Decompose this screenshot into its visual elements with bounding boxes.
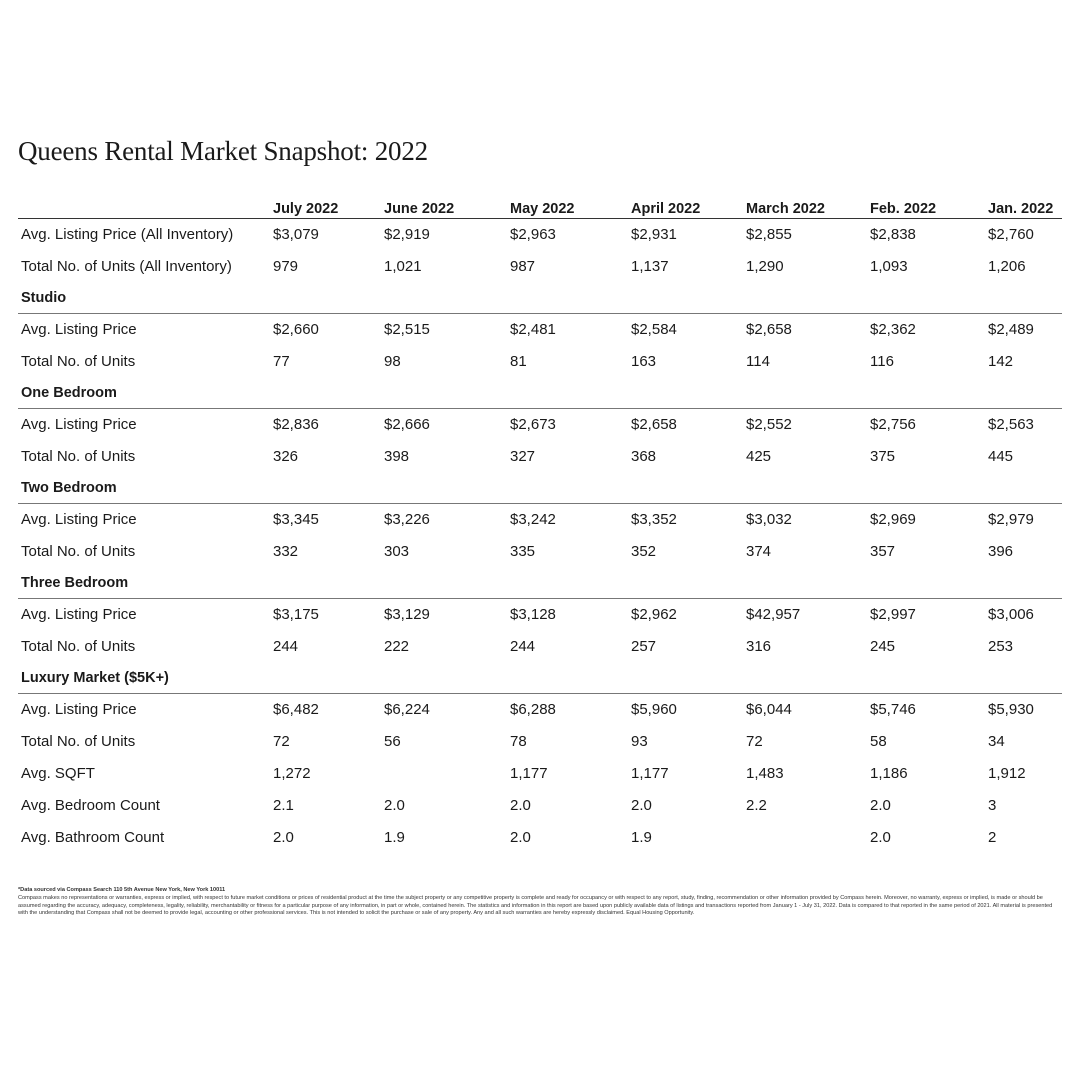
row-label: Avg. Listing Price <box>21 511 137 528</box>
value-cell: 2.2 <box>746 797 767 814</box>
value-cell: 81 <box>510 353 527 370</box>
data-row <box>18 504 1062 536</box>
table-header-row <box>18 190 1062 219</box>
value-cell: 1,177 <box>510 765 548 782</box>
row-label: Total No. of Units <box>21 543 136 560</box>
value-cell: 1,021 <box>384 258 422 275</box>
row-label: Avg. Listing Price <box>21 416 137 433</box>
data-row <box>18 758 1062 790</box>
row-label: Avg. Bedroom Count <box>21 797 160 814</box>
value-cell: $2,658 <box>746 321 792 338</box>
value-cell: $5,746 <box>870 701 916 718</box>
value-cell: $2,666 <box>384 416 430 433</box>
value-cell: 357 <box>870 543 896 560</box>
value-cell: $5,960 <box>631 701 677 718</box>
row-label: Total No. of Units <box>21 733 136 750</box>
data-source-note: *Data sourced via Compass Search 110 5th Avenue New York, New York 10011 <box>18 887 226 893</box>
value-cell: 2.0 <box>510 797 531 814</box>
column-header-july-2022: July 2022 <box>273 201 339 217</box>
value-cell: $2,997 <box>870 606 916 623</box>
value-cell: $3,345 <box>273 511 319 528</box>
row-label: Avg. SQFT <box>21 765 95 782</box>
value-cell: $2,838 <box>870 226 916 243</box>
column-header-june-2022: June 2022 <box>384 201 455 217</box>
value-cell: 93 <box>631 733 648 750</box>
value-cell: 163 <box>631 353 657 370</box>
value-cell: $2,481 <box>510 321 556 338</box>
value-cell: $2,855 <box>746 226 792 243</box>
value-cell: $6,288 <box>510 701 556 718</box>
data-row <box>18 536 1062 568</box>
value-cell: $3,242 <box>510 511 556 528</box>
row-label: Avg. Listing Price <box>21 701 137 718</box>
section-header <box>18 663 1062 694</box>
value-cell: $2,362 <box>870 321 916 338</box>
value-cell: 1,912 <box>988 765 1026 782</box>
data-row <box>18 346 1062 378</box>
value-cell: $42,957 <box>746 606 801 623</box>
value-cell: 987 <box>510 258 536 275</box>
value-cell: 78 <box>510 733 527 750</box>
value-cell: $2,979 <box>988 511 1034 528</box>
value-cell: 2.0 <box>870 797 891 814</box>
value-cell: $2,489 <box>988 321 1034 338</box>
value-cell: 2.0 <box>631 797 652 814</box>
value-cell: 98 <box>384 353 401 370</box>
value-cell: 1,290 <box>746 258 784 275</box>
value-cell: 316 <box>746 638 772 655</box>
footer-disclaimer <box>18 887 1062 918</box>
row-label: Avg. Listing Price <box>21 321 137 338</box>
value-cell: 3 <box>988 797 997 814</box>
value-cell: $2,673 <box>510 416 556 433</box>
section-title: Studio <box>21 290 67 306</box>
value-cell: 335 <box>510 543 536 560</box>
value-cell: $3,032 <box>746 511 792 528</box>
section-title: Three Bedroom <box>21 575 129 591</box>
value-cell: 445 <box>988 448 1014 465</box>
value-cell: $3,079 <box>273 226 319 243</box>
row-label: Total No. of Units <box>21 353 136 370</box>
value-cell: $2,760 <box>988 226 1034 243</box>
value-cell: 58 <box>870 733 887 750</box>
row-label: Avg. Bathroom Count <box>21 829 165 846</box>
value-cell: 1,272 <box>273 765 311 782</box>
value-cell: 72 <box>746 733 763 750</box>
value-cell: $3,352 <box>631 511 677 528</box>
value-cell: 425 <box>746 448 772 465</box>
value-cell: 1,206 <box>988 258 1026 275</box>
data-row <box>18 822 1062 854</box>
value-cell: 2 <box>988 829 997 846</box>
value-cell: 114 <box>746 353 770 370</box>
column-header-jan-2022: Jan. 2022 <box>988 201 1054 217</box>
value-cell: $3,128 <box>510 606 556 623</box>
value-cell: 244 <box>510 638 536 655</box>
value-cell: 56 <box>384 733 401 750</box>
value-cell: 1,093 <box>870 258 908 275</box>
section-header <box>18 378 1062 409</box>
data-row <box>18 409 1062 441</box>
value-cell: $2,963 <box>510 226 556 243</box>
value-cell: 142 <box>988 353 1014 370</box>
value-cell: 116 <box>870 353 894 370</box>
value-cell: 245 <box>870 638 896 655</box>
value-cell: $2,563 <box>988 416 1034 433</box>
legal-disclaimer: Compass makes no representations or warranties, express or implied, with respect to future market conditions or prices of residential product at the time the subject property or any competitive property is complete and ready for occupancy or with respect to any report, study, finding, recommendation or other information provided by Compass herein. Moreover, no warranty, express or implied, is made or should be assumed regarding the accuracy, adequacy, completeness, legality, reliability, merchantability or fitness for a particular purpose of any information, in part or whole, contained herein. The statistics and information in this report are based upon publicly available data of listings and transactions reported from January 1 - July 31, 2022. Data is compared to that reported in the same period of 2021. All material is presented with the understanding that Compass shall not be deemed to provide legal, accounting or other professional services. This is not intended to solicit the purchase or sale of any property. Any and all such warranties are hereby expressly disclaimed. Equal Housing Opportunity. <box>18 895 1053 917</box>
value-cell: 222 <box>384 638 410 655</box>
data-row <box>18 631 1062 663</box>
column-header-april-2022: April 2022 <box>631 201 701 217</box>
value-cell: 244 <box>273 638 299 655</box>
section-title: Luxury Market ($5K+) <box>21 670 169 686</box>
section-title: Two Bedroom <box>21 480 117 496</box>
value-cell: 72 <box>273 733 290 750</box>
value-cell: 303 <box>384 543 410 560</box>
section-header <box>18 283 1062 314</box>
value-cell: 2.0 <box>510 829 531 846</box>
value-cell: $3,006 <box>988 606 1034 623</box>
value-cell: $2,969 <box>870 511 916 528</box>
value-cell: $2,756 <box>870 416 916 433</box>
value-cell: 327 <box>510 448 536 465</box>
value-cell: $2,658 <box>631 416 677 433</box>
overview-row <box>18 219 1062 251</box>
value-cell: $3,175 <box>273 606 319 623</box>
value-cell: 2.0 <box>870 829 891 846</box>
value-cell: 1,137 <box>631 258 669 275</box>
value-cell: 1.9 <box>631 829 652 846</box>
value-cell: $2,836 <box>273 416 319 433</box>
value-cell: $2,931 <box>631 226 677 243</box>
value-cell: 253 <box>988 638 1014 655</box>
section-header <box>18 473 1062 504</box>
value-cell: $3,129 <box>384 606 430 623</box>
section-header <box>18 568 1062 599</box>
value-cell: 1,483 <box>746 765 784 782</box>
value-cell: 34 <box>988 733 1005 750</box>
value-cell: $2,515 <box>384 321 430 338</box>
value-cell: 2.0 <box>273 829 294 846</box>
column-header-may-2022: May 2022 <box>510 201 575 217</box>
value-cell: 374 <box>746 543 772 560</box>
value-cell: 1,186 <box>870 765 908 782</box>
page-title: Queens Rental Market Snapshot: 2022 <box>18 136 428 166</box>
data-row <box>18 441 1062 473</box>
data-row <box>18 790 1062 822</box>
value-cell: $2,552 <box>746 416 792 433</box>
value-cell: $6,044 <box>746 701 792 718</box>
value-cell: 396 <box>988 543 1014 560</box>
data-row <box>18 694 1062 726</box>
row-label: Total No. of Units (All Inventory) <box>21 258 232 275</box>
value-cell: 398 <box>384 448 410 465</box>
row-label: Avg. Listing Price <box>21 606 137 623</box>
value-cell: $2,962 <box>631 606 677 623</box>
value-cell: $2,660 <box>273 321 319 338</box>
column-header-march-2022: March 2022 <box>746 201 825 217</box>
value-cell: $6,224 <box>384 701 430 718</box>
data-row <box>18 599 1062 631</box>
value-cell: 257 <box>631 638 657 655</box>
data-row <box>18 314 1062 346</box>
value-cell: 332 <box>273 543 299 560</box>
value-cell: $2,919 <box>384 226 430 243</box>
value-cell: 2.1 <box>273 797 294 814</box>
data-row <box>18 726 1062 758</box>
value-cell: $6,482 <box>273 701 319 718</box>
value-cell: 352 <box>631 543 657 560</box>
value-cell: $5,930 <box>988 701 1034 718</box>
rental-table <box>18 190 1062 854</box>
value-cell: 1,177 <box>631 765 669 782</box>
value-cell: $3,226 <box>384 511 430 528</box>
section-title: One Bedroom <box>21 385 117 401</box>
value-cell: 375 <box>870 448 896 465</box>
value-cell: 2.0 <box>384 797 405 814</box>
value-cell: 77 <box>273 353 290 370</box>
row-label: Total No. of Units <box>21 448 136 465</box>
value-cell: 368 <box>631 448 657 465</box>
row-label: Total No. of Units <box>21 638 136 655</box>
column-header-feb-2022: Feb. 2022 <box>870 201 937 217</box>
value-cell: 326 <box>273 448 299 465</box>
overview-row <box>18 251 1062 283</box>
value-cell: $2,584 <box>631 321 677 338</box>
row-label: Avg. Listing Price (All Inventory) <box>21 226 234 243</box>
value-cell: 1.9 <box>384 829 405 846</box>
value-cell: 979 <box>273 258 299 275</box>
